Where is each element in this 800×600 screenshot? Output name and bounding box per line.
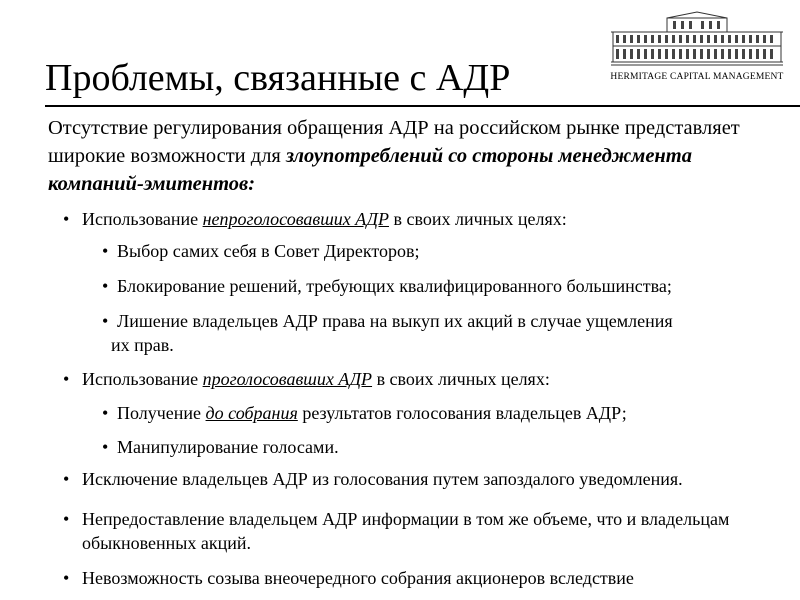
hermitage-logo (607, 10, 787, 82)
bullet-text: в своих личных целях: (388, 209, 567, 229)
bullet-voted-adr (63, 367, 793, 391)
sub-bullet-marker: • (102, 437, 109, 457)
bullet-text: Использование (82, 369, 203, 389)
bullet-marker: • (63, 209, 70, 229)
sub-bullet-text: Манипулирование голосами. (117, 437, 339, 457)
sub-bullet-marker: • (102, 241, 109, 261)
bullet-unvoted-adr (63, 207, 793, 231)
lead-paragraph (48, 114, 788, 198)
sub-bullet (102, 435, 792, 459)
bullet-text: Использование (82, 209, 203, 229)
bullet-emphasis: проголосовавших АДР (202, 369, 373, 389)
sub-bullet-text: Лишение владельцев АДР права на выкуп их акций в случае ущемления (117, 311, 673, 331)
bullet-text: Непредоставление владельцем АДР информации в том же объеме, что и владельцам обыкновенных акций. (82, 509, 730, 553)
bullet-marker: • (63, 469, 70, 489)
title-divider (45, 105, 800, 107)
sub-bullet-text: Блокирование решений, требующих квалифицированного большинства; (117, 276, 672, 296)
bullet-marker: • (63, 369, 70, 389)
sub-bullet-continuation: их прав. (111, 335, 174, 355)
sub-bullet (102, 239, 792, 263)
bullet-text: Невозможность созыва внеочередного собрания акционеров вследствие (82, 568, 634, 588)
sub-bullet (102, 401, 792, 425)
logo-caption: HERMITAGE CAPITAL MANAGEMENT (610, 72, 784, 82)
lead-emphasis: злоупотреблений со стороны менеджмента компаний-эмитентов: (48, 145, 692, 195)
bullet-info-disclosure (63, 507, 793, 555)
bullet-late-notice (63, 467, 793, 491)
sub-bullet-marker: • (102, 311, 109, 331)
sub-bullet (102, 274, 792, 298)
bullet-marker: • (63, 509, 70, 529)
page-title: Проблемы, связанные с АДР (45, 57, 511, 99)
sub-bullet-emphasis: до собрания (205, 403, 298, 423)
bullet-text: Исключение владельцев АДР из голосования путем запоздалого уведомления. (82, 469, 683, 489)
hermitage-building-icon (607, 10, 787, 70)
lead-text: Отсутствие регулирования обращения АДР на российском рынке представляет широкие возможности для (48, 117, 740, 167)
sub-bullet-marker: • (102, 276, 109, 296)
sub-bullet-text: Выбор самих себя в Совет Директоров; (117, 241, 420, 261)
bullet-emphasis: непроголосовавших АДР (202, 209, 389, 229)
bullet-extraordinary-meeting (63, 566, 793, 590)
sub-bullet-text: Получение (117, 403, 206, 423)
sub-bullet-text: результатов голосования владельцев АДР; (297, 403, 627, 423)
bullet-text: в своих личных целях: (372, 369, 550, 389)
bullet-marker: • (63, 568, 70, 588)
sub-bullet (102, 309, 792, 357)
sub-bullet-marker: • (102, 403, 109, 423)
